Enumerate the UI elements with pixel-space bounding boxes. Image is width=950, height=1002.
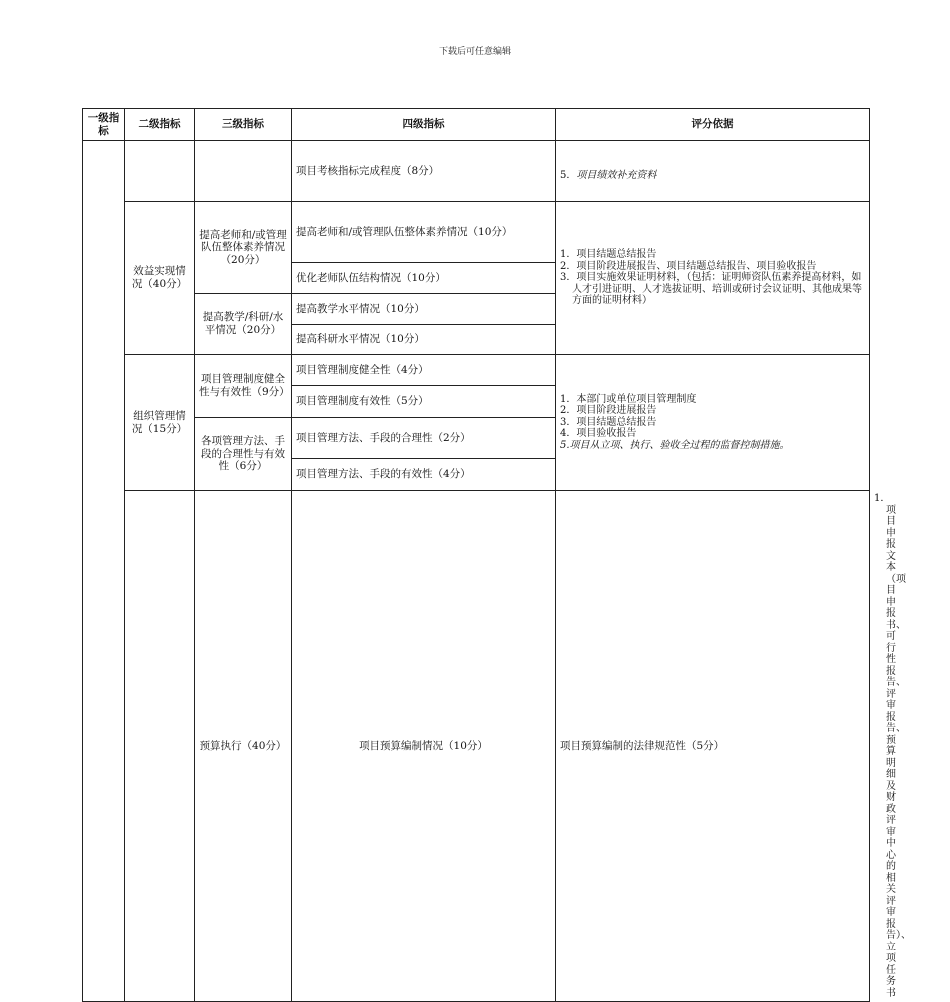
level1-cell-empty-budget bbox=[125, 491, 195, 1002]
level4-budget: 项目预算编制的法律规范性（5分） bbox=[556, 491, 870, 1002]
level2-org: 组织管理情况（15分） bbox=[125, 355, 195, 491]
level4-benefit-a1: 提高老师和/或管理队伍整体素养情况（10分） bbox=[292, 202, 556, 263]
level4-org-b2: 项目管理方法、手段的有效性（4分） bbox=[292, 459, 556, 491]
level4-benefit-b1: 提高教学水平情况（10分） bbox=[292, 294, 556, 325]
header-basis: 评分依据 bbox=[556, 109, 870, 141]
level3-cell-empty bbox=[195, 141, 292, 202]
level2-cell-empty bbox=[125, 141, 195, 202]
table-header-row bbox=[83, 109, 870, 141]
basis-cell bbox=[556, 141, 870, 202]
evaluation-index-table bbox=[82, 108, 911, 1002]
basis-item: 2．项目阶段进展报告 bbox=[560, 405, 657, 417]
header-level2: 二级指标 bbox=[125, 109, 195, 141]
basis-item: 1．本部门或单位项目管理制度 bbox=[560, 393, 697, 405]
header-level4: 四级指标 bbox=[292, 109, 556, 141]
level4-org-b1: 项目管理方法、手段的合理性（2分） bbox=[292, 418, 556, 459]
basis-org bbox=[556, 355, 870, 491]
basis-item: 3．项目结题总结报告 bbox=[560, 416, 657, 428]
level4-benefit-a2: 优化老师队伍结构情况（10分） bbox=[292, 263, 556, 294]
basis-item: 4．项目验收报告 bbox=[560, 428, 637, 440]
page-header-note: 下载后可任意编辑 bbox=[438, 47, 511, 57]
basis-num: 5． bbox=[560, 170, 577, 182]
level3-org-a: 项目管理制度健全性与有效性（9分） bbox=[195, 355, 292, 418]
level3-benefit-b: 提高教学/科研/水平情况（20分） bbox=[195, 294, 292, 355]
level4-cell: 项目考核指标完成程度（8分） bbox=[292, 141, 556, 202]
table-row bbox=[83, 355, 870, 386]
basis-item: 2．项目阶段进展报告、项目结题总结报告、项目验收报告 bbox=[560, 260, 817, 272]
level1-cell-empty bbox=[83, 141, 125, 1002]
level3-benefit-a: 提高老师和/或管理队伍整体素养情况（20分） bbox=[195, 202, 292, 294]
basis-text: 项目绩效补充资料 bbox=[576, 170, 657, 182]
level2-benefit: 效益实现情况（40分） bbox=[125, 202, 195, 355]
basis-benefit bbox=[556, 202, 870, 355]
table-row bbox=[83, 202, 870, 263]
level4-org-a2: 项目管理制度有效性（5分） bbox=[292, 386, 556, 418]
level2-budget: 预算执行（40分） bbox=[195, 491, 292, 1002]
level3-budget: 项目预算编制情况（10分） bbox=[292, 491, 556, 1002]
basis-item: 1．项目结题总结报告 bbox=[560, 249, 657, 261]
basis-item: 3．项目实施效果证明材料，（包括：证明师资队伍素养提高材料，如人才引进证明、人才选拔证明、培训或研讨会议证明、其他成果等方面的证明材料） bbox=[560, 272, 862, 307]
level3-org-b: 各项管理方法、手段的合理性与有效性（6分） bbox=[195, 418, 292, 491]
header-level3: 三级指标 bbox=[195, 109, 292, 141]
level4-org-a1: 项目管理制度健全性（4分） bbox=[292, 355, 556, 386]
basis-item: 1．项目申报文本（项目申报书、可行性报告、评审报告、预算明细及财政评审中心的相关评审报告）、立项任务书 bbox=[874, 493, 911, 999]
header-level1: 一级指标 bbox=[83, 109, 125, 141]
level4-benefit-b2: 提高科研水平情况（10分） bbox=[292, 325, 556, 355]
table-row bbox=[83, 141, 870, 202]
basis-item-italic: 5.项目从立项、执行、验收全过程的监督控制措施。 bbox=[560, 439, 790, 451]
table-row bbox=[83, 491, 870, 1002]
